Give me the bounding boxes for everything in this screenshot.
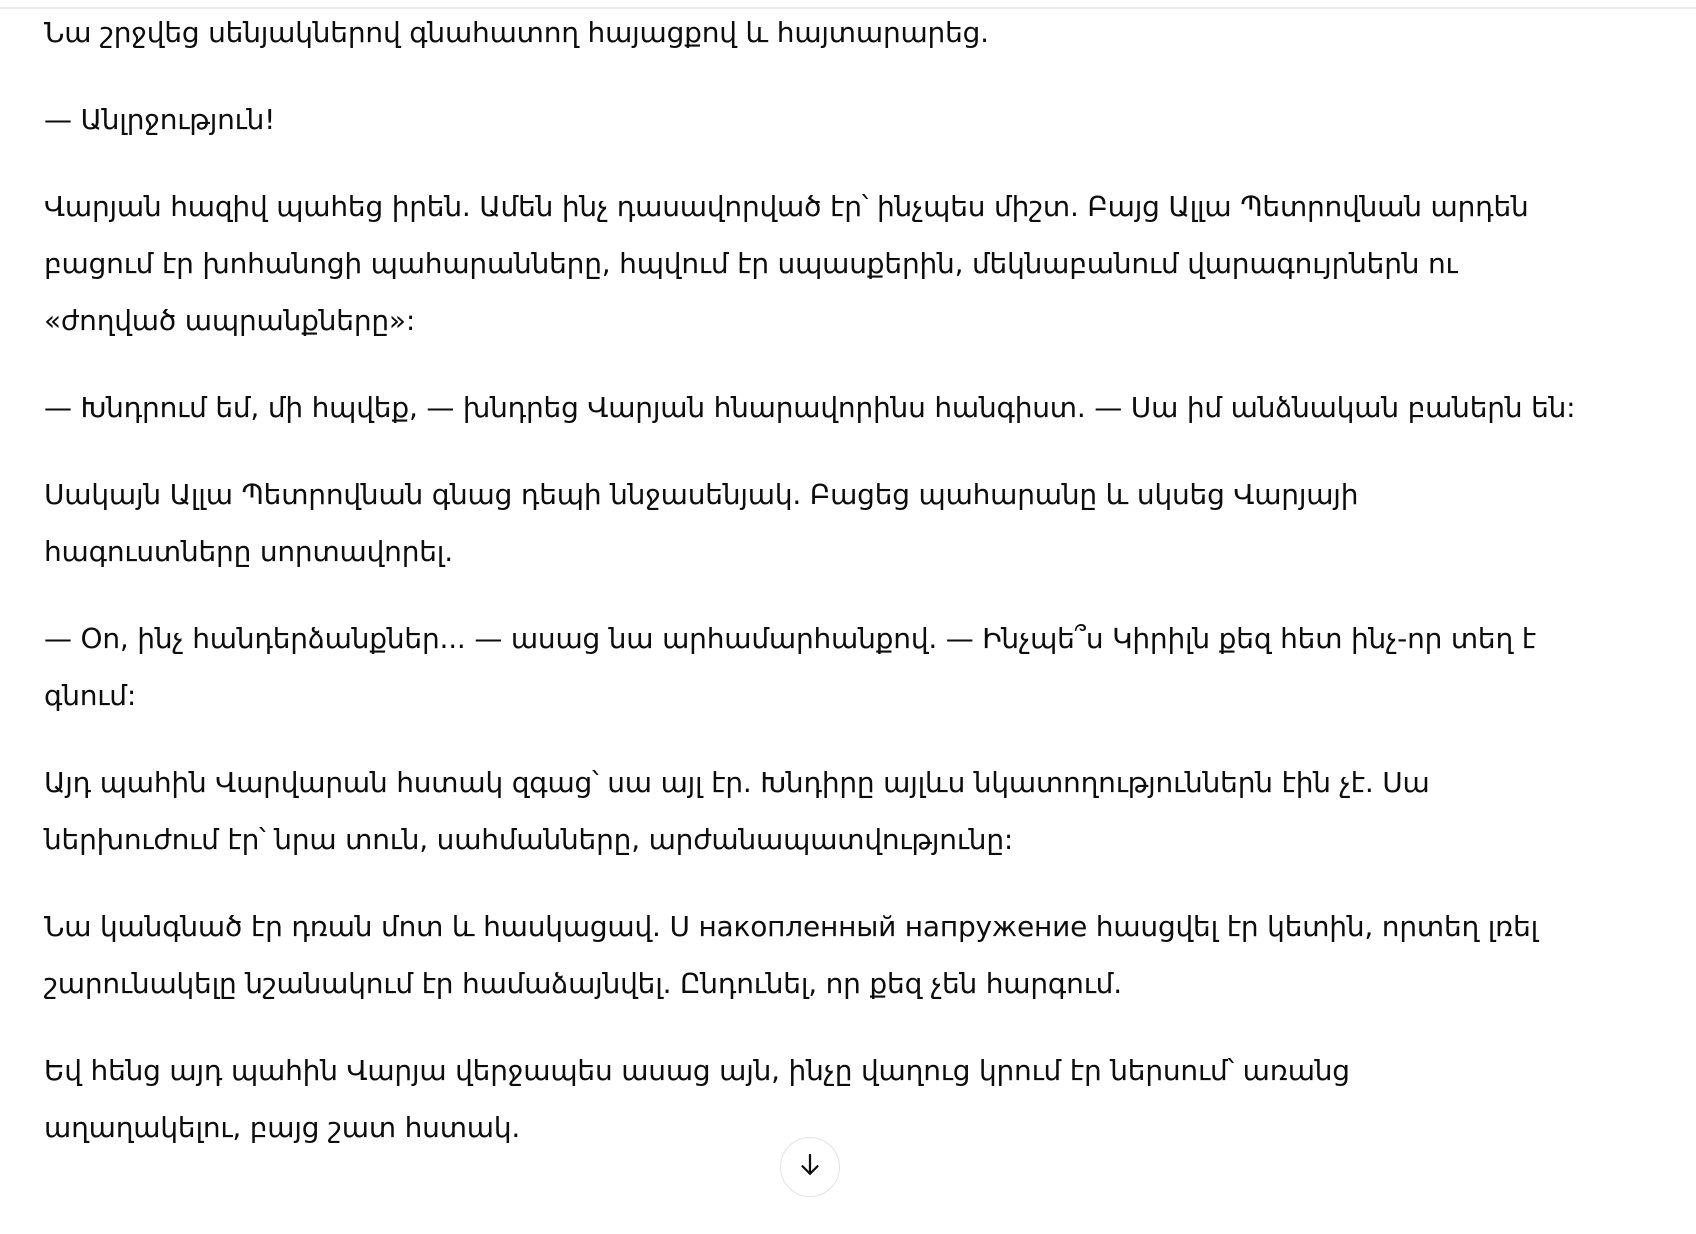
paragraph-1: Նա շրջվեց սենյակներով գնահատող հայացքով և հայտարարեց.: [44, 16, 989, 49]
paragraph-7: Այդ պահին Վարվարան հստակ զգաց՝ սա այլ էր. Խնդիրը այլևս նկատողություններն էին չէ. Սա ներխուժում էր՝ նրա տուն, սահմանները, արժանապատվությունը:: [44, 766, 1430, 856]
paragraph-2: — Անլրջություն!: [44, 103, 276, 136]
paragraph-6: — Օո, ինչ հանդերձանքներ... — ասաց նա արհամարհանքով. — Ինչպե՞ս Կիրիլն քեզ հետ ինչ-որ տեղ է գնում:: [44, 622, 1536, 712]
paragraph-4: — Խնդրում եմ, մի հպվեք, — խնդրեց Վարյան հնարավորինս հանգիստ. — Սա իմ անձնական բաներն են:: [44, 391, 1576, 424]
scroll-to-bottom-button[interactable]: [780, 1137, 840, 1197]
paragraph-3: Վարյան հազիվ պահեց իրեն. Ամեն ինչ դասավորված էր՝ ինչպես միշտ. Բայց Ալլա Պետրովնան արդեն բացում էր խոհանոցի պահարանները, հպվում էր սպասքերին, մեկնաբանում վարագույրներն ու «ժողված ապրանքները»:: [44, 190, 1529, 337]
paragraph-9: Եվ հենց այդ պահին Վարյա վերջապես ասաց այն, ինչը վաղուց կրում էր ներսում՝ առանց աղաղակելու, բայց շատ հստակ.: [44, 1054, 1350, 1144]
message-content: [44, 4, 1604, 1156]
arrow-down-icon: [795, 1150, 825, 1184]
paragraph-8: Նա կանգնած էր դռան մոտ և հասկացավ. Ս накопленный напружение հասցվել էր կետին, որտեղ լռել շարունակելը նշանակում էր համաձայնվել. Ընդունել, որ քեզ չեն հարգում.: [44, 910, 1539, 1000]
paragraph-5: Սակայն Ալլա Պետրովնան գնաց դեպի ննջասենյակ. Բացեց պահարանը և սկսեց Վարյայի հագուստները սորտավորել.: [44, 478, 1359, 568]
